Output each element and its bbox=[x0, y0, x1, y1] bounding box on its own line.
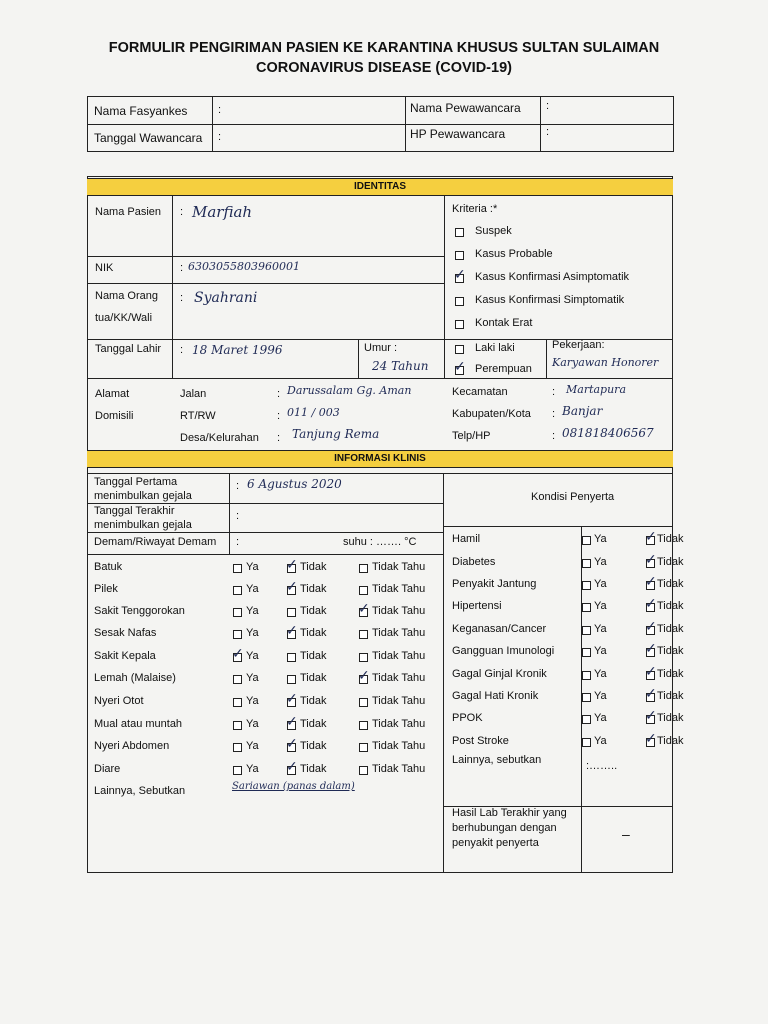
symptom-label: Nyeri Otot bbox=[94, 695, 144, 707]
check-mark-icon: ✓ bbox=[645, 664, 657, 680]
check-mark-icon: ✓ bbox=[286, 579, 298, 595]
kriteria-probable-checkbox[interactable] bbox=[455, 251, 464, 260]
divider bbox=[358, 339, 359, 378]
check-mark-icon: ✓ bbox=[645, 686, 657, 702]
symptom-tidak-tahu-checkbox[interactable] bbox=[359, 698, 368, 707]
laki-laki-label: Laki laki bbox=[475, 342, 515, 354]
colon: : bbox=[180, 344, 184, 356]
desa-label: Desa/Kelurahan bbox=[180, 432, 259, 444]
symptom-tidak-checkbox[interactable] bbox=[287, 653, 296, 662]
domisili-label: Domisili bbox=[95, 410, 134, 422]
nama-fasyankes-field[interactable]: : bbox=[218, 104, 222, 116]
colon: : bbox=[552, 430, 556, 442]
symptom-label: Nyeri Abdomen bbox=[94, 740, 170, 752]
option-label: Tidak Tahu bbox=[372, 627, 426, 639]
option-label: Ya bbox=[246, 583, 259, 595]
symptom-label: Diare bbox=[94, 763, 121, 775]
check-mark-icon: ✓ bbox=[645, 596, 657, 612]
option-label: Ya bbox=[246, 718, 259, 730]
check-mark-icon: ✓ bbox=[358, 668, 370, 684]
symptom-label: Batuk bbox=[94, 561, 123, 573]
hasil-lab-label: Hasil Lab Terakhir yang bbox=[452, 807, 567, 819]
option-label: Tidak bbox=[300, 605, 327, 617]
option-label: Ya bbox=[246, 650, 259, 662]
laki-laki-checkbox[interactable] bbox=[455, 345, 464, 354]
colon: : bbox=[180, 262, 184, 274]
condition-ya-checkbox[interactable] bbox=[582, 715, 591, 724]
option-label: Ya bbox=[594, 690, 607, 702]
symptom-tidak-tahu-checkbox[interactable] bbox=[359, 743, 368, 752]
option-label: Ya bbox=[246, 763, 259, 775]
check-mark-icon: ✓ bbox=[645, 731, 657, 747]
lainnya-label: Lainnya, Sebutkan bbox=[94, 785, 186, 797]
option-label: Tidak Tahu bbox=[372, 695, 426, 707]
option-label: Ya bbox=[594, 533, 607, 545]
form-title-line1: FORMULIR PENGIRIMAN PASIEN KE KARANTINA KHUSUS SULTAN SULAIMAN bbox=[108, 40, 660, 56]
pekerjaan-value[interactable]: Karyawan Honorer bbox=[552, 356, 659, 369]
tgl-pertama-value[interactable]: 6 Agustus 2020 bbox=[247, 477, 342, 491]
option-label: Tidak bbox=[300, 763, 327, 775]
option-label: Tidak bbox=[657, 690, 684, 702]
symptom-tidak-tahu-checkbox[interactable] bbox=[359, 564, 368, 573]
lainnya-cond-label: Lainnya, sebutkan bbox=[452, 754, 542, 766]
telp-label: Telp/HP bbox=[452, 430, 491, 442]
option-label: Tidak Tahu bbox=[372, 561, 426, 573]
section-informasi-klinis: INFORMASI KLINIS bbox=[87, 450, 673, 468]
check-mark-icon: ✓ bbox=[645, 552, 657, 568]
tanggal-wawancara-field[interactable]: : bbox=[218, 131, 222, 143]
condition-ya-checkbox[interactable] bbox=[582, 536, 591, 545]
check-mark-icon: ✓ bbox=[358, 601, 370, 617]
option-label: Ya bbox=[246, 672, 259, 684]
divider bbox=[87, 378, 673, 379]
hasil-lab-value[interactable]: – bbox=[622, 826, 630, 842]
divider bbox=[443, 473, 444, 873]
condition-ya-checkbox[interactable] bbox=[582, 626, 591, 635]
divider bbox=[540, 96, 541, 152]
symptom-tidak-tahu-checkbox[interactable] bbox=[359, 586, 368, 595]
kriteria-option-label: Kontak Erat bbox=[475, 317, 533, 329]
check-mark-icon: ✓ bbox=[645, 529, 657, 545]
hasil-lab-label-3: penyakit penyerta bbox=[452, 837, 539, 849]
divider bbox=[87, 124, 674, 125]
divider bbox=[581, 806, 582, 873]
symptom-ya-checkbox[interactable] bbox=[233, 675, 242, 684]
symptom-tidak-checkbox[interactable] bbox=[287, 675, 296, 684]
condition-label: Gagal Hati Kronik bbox=[452, 690, 539, 702]
symptom-label: Sesak Nafas bbox=[94, 627, 157, 639]
demam-label: Demam/Riwayat Demam bbox=[94, 536, 217, 548]
condition-label: Hamil bbox=[452, 533, 481, 545]
symptom-ya-checkbox[interactable] bbox=[233, 564, 242, 573]
option-label: Tidak bbox=[300, 740, 327, 752]
symptom-tidak-checkbox[interactable] bbox=[287, 608, 296, 617]
condition-label: Keganasan/Cancer bbox=[452, 623, 547, 635]
option-label: Tidak bbox=[300, 650, 327, 662]
condition-ya-checkbox[interactable] bbox=[582, 738, 591, 747]
orang-tua-value[interactable]: Syahrani bbox=[194, 290, 258, 306]
rtrw-label: RT/RW bbox=[180, 410, 216, 422]
colon: : bbox=[180, 292, 184, 304]
jalan-value[interactable]: Darussalam Gg. Aman bbox=[287, 384, 412, 397]
divider bbox=[212, 96, 213, 152]
option-label: Tidak bbox=[657, 578, 684, 590]
check-mark-icon: ✓ bbox=[286, 623, 298, 639]
condition-label: Post Stroke bbox=[452, 735, 509, 747]
option-label: Tidak Tahu bbox=[372, 672, 426, 684]
pekerjaan-label: Pekerjaan: bbox=[552, 339, 605, 351]
symptom-tidak-tahu-checkbox[interactable] bbox=[359, 721, 368, 730]
check-mark-icon: ✓ bbox=[286, 714, 298, 730]
symptom-tidak-tahu-checkbox[interactable] bbox=[359, 630, 368, 639]
condition-label: Gagal Ginjal Kronik bbox=[452, 668, 547, 680]
option-label: Tidak bbox=[657, 623, 684, 635]
condition-ya-checkbox[interactable] bbox=[582, 648, 591, 657]
option-label: Ya bbox=[594, 645, 607, 657]
check-mark-icon: ✓ bbox=[286, 736, 298, 752]
option-label: Tidak Tahu bbox=[372, 763, 426, 775]
kriteria-suspek-checkbox[interactable] bbox=[455, 228, 464, 237]
condition-ya-checkbox[interactable] bbox=[582, 581, 591, 590]
orang-tua-label: Nama Orang bbox=[95, 290, 158, 302]
kriteria-option-label: Kasus Konfirmasi Asimptomatik bbox=[475, 271, 630, 283]
divider bbox=[172, 196, 173, 378]
tgl-terakhir-label-2: menimbulkan gejala bbox=[94, 519, 192, 531]
option-label: Ya bbox=[594, 578, 607, 590]
colon: : bbox=[552, 386, 556, 398]
tgl-terakhir-label: Tanggal Terakhir bbox=[94, 505, 175, 517]
symptom-ya-checkbox[interactable] bbox=[233, 766, 242, 775]
hp-pewawancara-field[interactable]: : bbox=[546, 126, 550, 138]
condition-label: PPOK bbox=[452, 712, 483, 724]
demam-field[interactable]: : bbox=[236, 536, 240, 548]
symptom-tidak-tahu-checkbox[interactable] bbox=[359, 766, 368, 775]
kriteria-simptomatik-checkbox[interactable] bbox=[455, 297, 464, 306]
option-label: Tidak bbox=[657, 712, 684, 724]
check-mark-icon: ✓ bbox=[232, 646, 244, 662]
divider bbox=[229, 473, 230, 554]
colon: : bbox=[552, 408, 556, 420]
form-title-line2: CORONAVIRUS DISEASE (COVID-19) bbox=[256, 60, 512, 76]
condition-ya-checkbox[interactable] bbox=[582, 603, 591, 612]
tgl-pertama-label: Tanggal Pertama bbox=[94, 476, 178, 488]
option-label: Ya bbox=[246, 605, 259, 617]
option-label: Tidak bbox=[657, 735, 684, 747]
option-label: Ya bbox=[594, 623, 607, 635]
perempuan-label: Perempuan bbox=[475, 363, 532, 375]
rtrw-value[interactable]: 011 / 003 bbox=[287, 406, 340, 419]
option-label: Tidak bbox=[300, 583, 327, 595]
divider bbox=[87, 532, 443, 533]
section-identitas: IDENTITAS bbox=[87, 178, 673, 196]
symptom-ya-checkbox[interactable] bbox=[233, 608, 242, 617]
nama-pasien-value[interactable]: Marfiah bbox=[192, 203, 253, 221]
nama-pewawancara-label: Nama Pewawancara bbox=[410, 101, 521, 115]
tanggal-wawancara-label: Tanggal Wawancara bbox=[94, 131, 203, 145]
divider bbox=[87, 554, 443, 555]
alamat-label: Alamat bbox=[95, 388, 130, 400]
divider bbox=[87, 256, 444, 257]
condition-ya-checkbox[interactable] bbox=[582, 693, 591, 702]
divider bbox=[444, 196, 445, 378]
option-label: Ya bbox=[246, 695, 259, 707]
check-mark-icon: ✓ bbox=[286, 759, 298, 775]
check-mark-icon: ✓ bbox=[645, 574, 657, 590]
tanggal-lahir-label: Tanggal Lahir bbox=[95, 343, 162, 355]
condition-label: Hipertensi bbox=[452, 600, 502, 612]
symptom-label: Mual atau muntah bbox=[94, 718, 183, 730]
condition-label: Penyakit Jantung bbox=[452, 578, 537, 590]
option-label: Tidak bbox=[300, 561, 327, 573]
option-label: Tidak bbox=[657, 645, 684, 657]
check-mark-icon: ✓ bbox=[454, 267, 466, 283]
option-label: Ya bbox=[246, 627, 259, 639]
option-label: Tidak Tahu bbox=[372, 740, 426, 752]
divider bbox=[581, 526, 582, 806]
option-label: Tidak bbox=[657, 533, 684, 545]
check-mark-icon: ✓ bbox=[286, 691, 298, 707]
tanggal-lahir-value[interactable]: 18 Maret 1996 bbox=[192, 343, 283, 357]
option-label: Tidak bbox=[657, 668, 684, 680]
check-mark-icon: ✓ bbox=[645, 708, 657, 724]
option-label: Tidak Tahu bbox=[372, 605, 426, 617]
tgl-terakhir-field[interactable]: : bbox=[236, 510, 240, 522]
option-label: Tidak bbox=[300, 718, 327, 730]
option-label: Tidak Tahu bbox=[372, 583, 426, 595]
nama-pewawancara-field[interactable]: : bbox=[546, 100, 550, 112]
colon: : bbox=[236, 480, 240, 492]
hasil-lab-label-2: berhubungan dengan bbox=[452, 822, 557, 834]
divider bbox=[443, 526, 673, 527]
kriteria-option-label: Kasus Probable bbox=[475, 248, 553, 260]
kriteria-kontak-erat-checkbox[interactable] bbox=[455, 320, 464, 329]
kecamatan-label: Kecamatan bbox=[452, 386, 508, 398]
tgl-pertama-label-2: menimbulkan gejala bbox=[94, 490, 192, 502]
option-label: Tidak bbox=[300, 695, 327, 707]
option-label: Ya bbox=[594, 735, 607, 747]
option-label: Ya bbox=[594, 668, 607, 680]
hp-pewawancara-label: HP Pewawancara bbox=[410, 127, 506, 141]
option-label: Tidak bbox=[657, 600, 684, 612]
symptom-label: Sakit Tenggorokan bbox=[94, 605, 185, 617]
option-label: Ya bbox=[594, 712, 607, 724]
symptom-label: Lemah (Malaise) bbox=[94, 672, 176, 684]
lainnya-value[interactable]: Sariawan (panas dalam) bbox=[232, 781, 355, 792]
check-mark-icon: ✓ bbox=[454, 359, 466, 375]
divider bbox=[87, 283, 444, 284]
check-mark-icon: ✓ bbox=[645, 641, 657, 657]
symptom-label: Sakit Kepala bbox=[94, 650, 156, 662]
divider bbox=[87, 473, 673, 474]
jalan-label: Jalan bbox=[180, 388, 207, 400]
symptom-ya-checkbox[interactable] bbox=[233, 630, 242, 639]
symptom-ya-checkbox[interactable] bbox=[233, 743, 242, 752]
condition-label: Gangguan Imunologi bbox=[452, 645, 555, 657]
option-label: Tidak bbox=[657, 556, 684, 568]
umur-value[interactable]: 24 Tahun bbox=[372, 359, 429, 373]
option-label: Ya bbox=[246, 740, 259, 752]
kondisi-penyerta-header: Kondisi Penyerta bbox=[531, 491, 615, 503]
symptom-ya-checkbox[interactable] bbox=[233, 698, 242, 707]
kriteria-option-label: Suspek bbox=[475, 225, 512, 237]
colon: : bbox=[180, 206, 184, 218]
nik-label: NIK bbox=[95, 262, 114, 274]
check-mark-icon: ✓ bbox=[645, 619, 657, 635]
divider bbox=[87, 503, 443, 504]
suhu-label: suhu : ……. °C bbox=[343, 536, 417, 548]
symptom-ya-checkbox[interactable] bbox=[233, 721, 242, 730]
colon: : bbox=[277, 432, 281, 444]
option-label: Tidak Tahu bbox=[372, 718, 426, 730]
kriteria-label: Kriteria :* bbox=[452, 203, 498, 215]
divider bbox=[405, 96, 406, 152]
kabupaten-value[interactable]: Banjar bbox=[562, 404, 603, 418]
kriteria-option-label: Kasus Konfirmasi Simptomatik bbox=[475, 294, 625, 306]
lainnya-cond-field[interactable]: :…….. bbox=[586, 760, 618, 772]
option-label: Ya bbox=[246, 561, 259, 573]
option-label: Ya bbox=[594, 600, 607, 612]
condition-ya-checkbox[interactable] bbox=[582, 559, 591, 568]
desa-value[interactable]: Tanjung Rema bbox=[292, 427, 380, 441]
check-mark-icon: ✓ bbox=[286, 557, 298, 573]
divider bbox=[546, 339, 547, 378]
option-label: Tidak Tahu bbox=[372, 650, 426, 662]
umur-label: Umur : bbox=[364, 342, 397, 354]
symptom-ya-checkbox[interactable] bbox=[233, 586, 242, 595]
symptom-label: Pilek bbox=[94, 583, 118, 595]
kabupaten-label: Kabupaten/Kota bbox=[452, 408, 531, 420]
kecamatan-value[interactable]: Martapura bbox=[566, 383, 627, 396]
colon: : bbox=[277, 388, 281, 400]
colon: : bbox=[277, 410, 281, 422]
option-label: Tidak bbox=[300, 672, 327, 684]
option-label: Tidak bbox=[300, 627, 327, 639]
condition-label: Diabetes bbox=[452, 556, 496, 568]
orang-tua-label-2: tua/KK/Wali bbox=[95, 312, 153, 324]
nama-fasyankes-label: Nama Fasyankes bbox=[94, 104, 188, 118]
option-label: Ya bbox=[594, 556, 607, 568]
nama-pasien-label: Nama Pasien bbox=[95, 206, 162, 218]
telp-value[interactable]: 081818406567 bbox=[562, 426, 654, 440]
nik-value[interactable]: 6303055803960001 bbox=[188, 260, 300, 273]
condition-ya-checkbox[interactable] bbox=[582, 671, 591, 680]
symptom-tidak-tahu-checkbox[interactable] bbox=[359, 653, 368, 662]
